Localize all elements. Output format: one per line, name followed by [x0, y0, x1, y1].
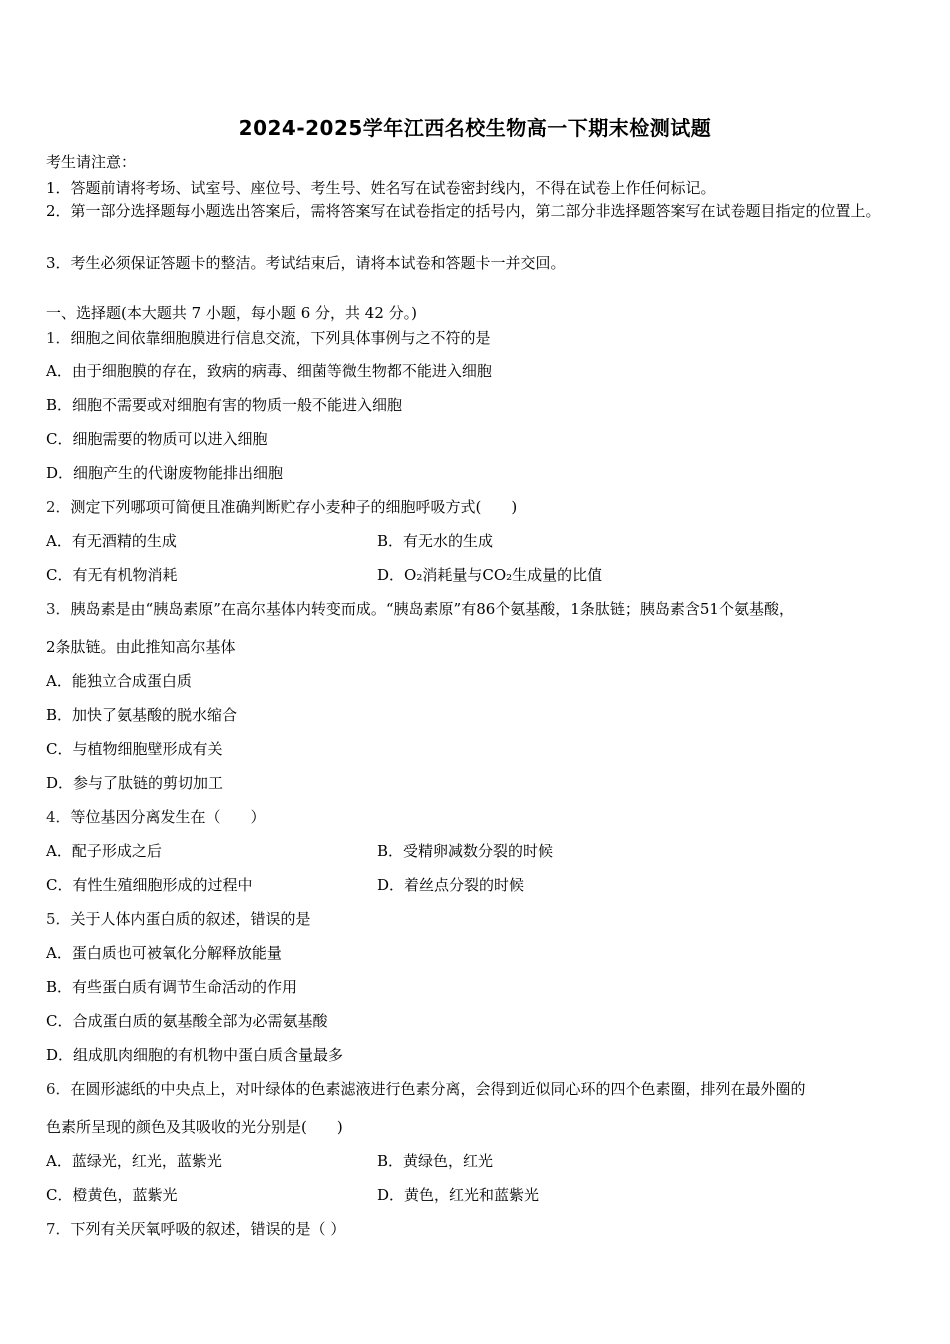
question-number: 1． [46, 329, 71, 347]
question-1 [46, 328, 491, 348]
option-c: C．与植物细胞壁形成有关 [46, 740, 223, 758]
question-7 [46, 1219, 345, 1239]
page-title: 2024-2025学年江西名校生物高一下期末检测试题 [238, 116, 712, 140]
question-number: 7． [46, 1220, 71, 1238]
question-stem: 胰岛素是由“胰岛素原”在高尔基体内转变而成。“胰岛素原”有86个氨基酸，1条肽链；胰岛素含51个氨基酸， [70, 600, 794, 618]
question-5 [46, 909, 311, 929]
question-number: 5． [46, 910, 71, 928]
option-c: C．有无有机物消耗 [46, 566, 178, 584]
question-stem: 在圆形滤纸的中央点上，对叶绿体的色素滤液进行色素分离，会得到近似同心环的四个色素圈，排列在最外圈的 [70, 1080, 806, 1098]
question-2 [46, 497, 517, 517]
question-4 [46, 807, 266, 827]
option-d: D．着丝点分裂的时候 [377, 876, 525, 894]
notice-item: 3．考生必须保证答题卡的整洁。考试结束后，请将本试卷和答题卡一并交回。 [46, 254, 566, 272]
option-c: C．有性生殖细胞形成的过程中 [46, 876, 253, 894]
question-number: 2． [46, 498, 71, 516]
option-c: C．合成蛋白质的氨基酸全部为必需氨基酸 [46, 1012, 328, 1030]
question-stem: 测定下列哪项可简便且准确判断贮存小麦种子的细胞呼吸方式( ) [70, 498, 518, 516]
question-stem-continued: 2条肽链。由此推知高尔基体 [46, 638, 236, 656]
question-3 [46, 599, 794, 619]
question-number: 4． [46, 808, 71, 826]
notice-heading: 考生请注意： [46, 153, 137, 171]
option-d: D．细胞产生的代谢废物能排出细胞 [46, 464, 284, 482]
question-stem-continued: 色素所呈现的颜色及其吸收的光分别是( ) [46, 1118, 343, 1136]
option-d: D．O₂消耗量与CO₂生成量的比值 [377, 566, 603, 584]
question-stem: 细胞之间依靠细胞膜进行信息交流，下列具体事例与之不符的是 [70, 329, 491, 347]
option-c: C．橙黄色，蓝紫光 [46, 1186, 178, 1204]
question-stem: 等位基因分离发生在（ ） [70, 808, 266, 826]
question-number: 3． [46, 600, 71, 618]
option-b: B．受精卵减数分裂的时候 [377, 842, 554, 860]
option-b: B．细胞不需要或对细胞有害的物质一般不能进入细胞 [46, 396, 403, 414]
question-number: 6． [46, 1080, 71, 1098]
option-b: B．加快了氨基酸的脱水缩合 [46, 706, 238, 724]
option-a: A．有无酒精的生成 [46, 532, 177, 550]
option-a: A．蛋白质也可被氧化分解释放能量 [46, 944, 282, 962]
section-heading: 一、选择题(本大题共 7 小题，每小题 6 分，共 42 分。) [46, 304, 417, 322]
option-d: D．黄色，红光和蓝紫光 [377, 1186, 540, 1204]
option-a: A．配子形成之后 [46, 842, 162, 860]
option-a: A．由于细胞膜的存在，致病的病毒、细菌等微生物都不能进入细胞 [46, 362, 492, 380]
option-b: B．有些蛋白质有调节生命活动的作用 [46, 978, 298, 996]
option-c: C．细胞需要的物质可以进入细胞 [46, 430, 268, 448]
notice-item: 1．答题前请将考场、试室号、座位号、考生号、姓名写在试卷密封线内，不得在试卷上作任何标记。 [46, 179, 716, 197]
notice-item: 2．第一部分选择题每小题选出答案后，需将答案写在试卷指定的括号内，第二部分非选择题答案写在试卷题目指定的位置上。 [46, 202, 881, 220]
option-d: D．参与了肽链的剪切加工 [46, 774, 224, 792]
option-a: A．蓝绿光，红光，蓝紫光 [46, 1152, 222, 1170]
question-6 [46, 1079, 806, 1099]
option-b: B．有无水的生成 [377, 532, 494, 550]
question-stem: 关于人体内蛋白质的叙述，错误的是 [70, 910, 311, 928]
option-a: A．能独立合成蛋白质 [46, 672, 192, 690]
option-b: B．黄绿色，红光 [377, 1152, 494, 1170]
option-d: D．组成肌肉细胞的有机物中蛋白质含量最多 [46, 1046, 344, 1064]
question-stem: 下列有关厌氧呼吸的叙述，错误的是（ ） [70, 1220, 346, 1238]
